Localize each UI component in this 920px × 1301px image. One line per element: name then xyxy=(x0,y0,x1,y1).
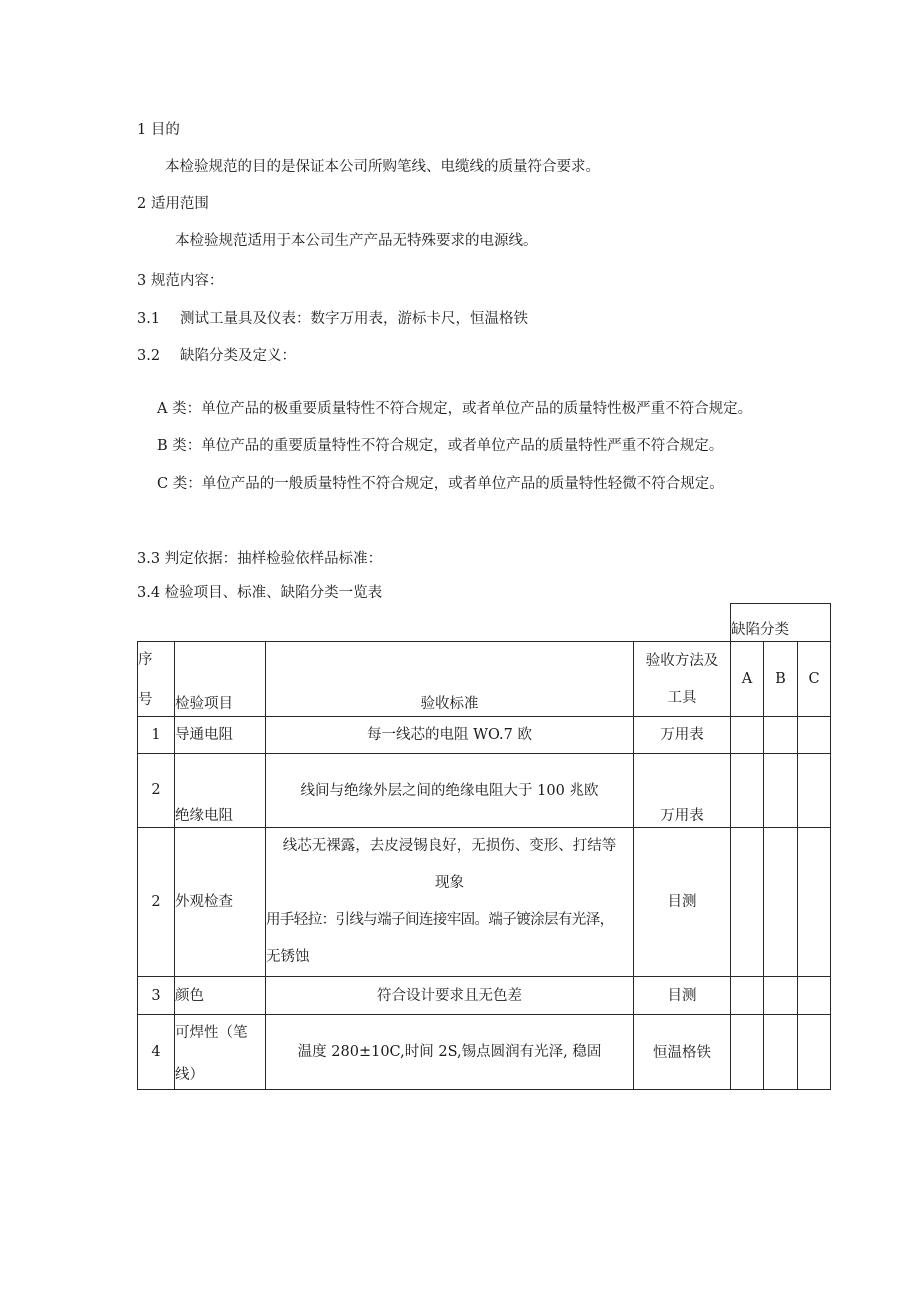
section-1-body: 本检验规范的目的是保证本公司所购笔线、电缆线的质量符合要求。 xyxy=(165,159,600,175)
row-4-item: 颜色 xyxy=(175,977,266,1015)
header-seq-line-1: 序 xyxy=(138,652,153,668)
table-defect-header-row xyxy=(138,604,831,642)
header-seq xyxy=(138,642,175,717)
row-2-item: 绝缘电阻 xyxy=(175,754,266,828)
section-2-body: 本检验规范适用于本公司生产产品无特殊要求的电源线。 xyxy=(175,233,538,249)
defect-category-header: 缺陷分类 xyxy=(731,604,831,642)
row-5-seq: 4 xyxy=(138,1015,175,1090)
class-a-definition: A 类：单位产品的极重要质量特性不符合规定，或者单位产品的质量特性极严重不符合规定。 xyxy=(157,401,753,417)
row-5-item-line-1: 可焊性（笔 xyxy=(175,1025,248,1041)
header-method-line-1: 验收方法及 xyxy=(645,653,719,669)
header-item: 检验项目 xyxy=(175,642,266,717)
row-4-class-a xyxy=(731,977,764,1015)
header-method-line-2: 工具 xyxy=(667,690,697,706)
row-3-class-a xyxy=(731,828,764,977)
header-class-c: C xyxy=(798,642,831,717)
table-row xyxy=(138,1015,831,1090)
row-1-method: 万用表 xyxy=(634,717,731,754)
table-row xyxy=(138,828,831,977)
table-header-row xyxy=(138,642,831,717)
row-2-method: 万用表 xyxy=(634,754,731,828)
header-method xyxy=(634,642,731,717)
section-3-2-number: 3.2 xyxy=(137,348,161,364)
row-5-item-line-2: 线） xyxy=(175,1067,204,1083)
table-row xyxy=(138,754,831,828)
row-3-item: 外观检查 xyxy=(175,828,266,977)
row-3-standard-line-4: 无锈蚀 xyxy=(266,949,310,965)
row-4-method: 目测 xyxy=(634,977,731,1015)
row-2-standard: 线间与绝缘外层之间的绝缘电阻大于 100 兆欧 xyxy=(266,754,634,828)
class-c-definition: C 类：单位产品的一般质量特性不符合规定，或者单位产品的质量特性轻微不符合规定。 xyxy=(157,476,724,492)
section-3-1-number: 3.1 xyxy=(137,311,161,327)
header-standard: 验收标准 xyxy=(266,642,634,717)
row-2-class-c xyxy=(798,754,831,828)
section-3-4-title: 3.4 检验项目、标准、缺陷分类一览表 xyxy=(137,585,383,601)
row-4-standard: 符合设计要求且无色差 xyxy=(266,977,634,1015)
row-3-class-b xyxy=(764,828,798,977)
row-2-seq: 2 xyxy=(138,754,175,828)
row-3-seq: 2 xyxy=(138,828,175,977)
section-3-3: 3.3 判定依据：抽样检验依样品标准： xyxy=(137,551,383,567)
row-5-class-b xyxy=(764,1015,798,1090)
inspection-table xyxy=(137,603,831,1090)
section-3-2-text: 缺陷分类及定义： xyxy=(180,348,296,364)
header-class-b: B xyxy=(764,642,798,717)
row-1-seq: 1 xyxy=(138,717,175,754)
section-3-1-text: 测试工量具及仪表：数字万用表，游标卡尺，恒温格铁 xyxy=(180,311,528,327)
row-1-class-c xyxy=(798,717,831,754)
row-4-seq: 3 xyxy=(138,977,175,1015)
header-class-a: A xyxy=(731,642,764,717)
row-5-class-c xyxy=(798,1015,831,1090)
row-1-standard: 每一线芯的电阻 WO.7 欧 xyxy=(266,717,634,754)
row-3-method: 目测 xyxy=(634,828,731,977)
section-1-title: 1 目的 xyxy=(137,122,180,138)
section-2-title: 2 适用范围 xyxy=(137,196,209,212)
table-row xyxy=(138,717,831,754)
class-b-definition: B 类：单位产品的重要质量特性不符合规定，或者单位产品的质量特性严重不符合规定。 xyxy=(157,438,724,454)
row-5-class-a xyxy=(731,1015,764,1090)
row-4-class-c xyxy=(798,977,831,1015)
row-2-class-b xyxy=(764,754,798,828)
table-row xyxy=(138,977,831,1015)
section-3-title: 3 规范内容： xyxy=(137,273,224,289)
row-2-class-a xyxy=(731,754,764,828)
row-3-standard xyxy=(266,828,634,977)
row-5-item xyxy=(175,1015,266,1090)
table-header-blank xyxy=(138,604,731,642)
row-3-standard-line-3: 用手轻拉：引线与端子间连接牢固。端子镀涂层有光泽， xyxy=(266,912,614,928)
header-seq-line-2: 号 xyxy=(138,692,153,708)
row-5-method: 恒温格铁 xyxy=(634,1015,731,1090)
row-1-class-a xyxy=(731,717,764,754)
row-4-class-b xyxy=(764,977,798,1015)
row-3-standard-line-2: 现象 xyxy=(435,875,464,891)
row-5-standard: 温度 280±10C,时间 2S,锡点圆润有光泽, 稳固 xyxy=(266,1015,634,1090)
row-3-standard-line-1: 线芯无裸露，去皮浸锡良好，无损伤、变形、打结等 xyxy=(282,838,617,854)
row-1-item: 导通电阻 xyxy=(175,717,266,754)
row-3-class-c xyxy=(798,828,831,977)
row-1-class-b xyxy=(764,717,798,754)
